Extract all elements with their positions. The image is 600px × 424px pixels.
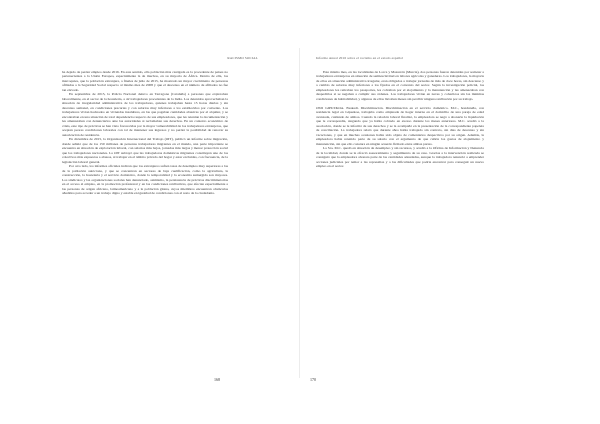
right-page-body	[316, 70, 484, 370]
running-head-left: RACISMO SOCIAL	[227, 56, 258, 60]
right-page	[300, 0, 600, 424]
paragraph: En septiembre de 2015, la Policía Nacional detuvo en Tarragona (Cataluña) a personas que explotaban laboralmente, en el sector de la hostelería, a 42 trabajadores procedentes de la India. Los detenidos aprovechaban la situación de irregularidad administrativa de los trabajadores, quienes trabajaban hasta 15 horas diarias y sin descanso semanal, en condiciones precarias y con salarios muy inferiores a los establecidos por convenio. Los trabajadores vivían hacinados en viviendas insalubres, en las que pagaban cantidades abusivas por el alquiler, y se encontraban en una situación de total dependencia respecto de sus empleadores, que les retenían la documentación y les amenazaban con denunciarlos ante las autoridades si reclamaban sus derechos. En un contexto económico de crisis, este tipo de prácticas se han visto favorecidas por la mayor vulnerabilidad de los trabajadores extranjeros, que aceptan peores condiciones laborales con tal de mantener sus ingresos y no perder la posibilidad de renovar su autorización de residencia.	[62, 92, 228, 137]
running-head-right: Informe Anual 2016 sobre el racismo en el estado español	[316, 56, 404, 60]
page-number-right: 170	[310, 377, 316, 382]
paragraph: ha dejado de perder empleo desde 2016. En este sentido, ella población más castigada es la procedente de países no pertenecientes a la Unión Europea, especialmente la de muchos, en su mayoría de África. Dentro de ella, los marroquíes, que la población extranjera, a finales de julio de 2015, ha mostrado un mayor crecimiento de personas afiliadas a la Seguridad Social respecto al mismo mes de 2008 y que el descenso en el número de afiliados no fue tan elevado.	[62, 70, 228, 92]
paragraph: En diciembre de 2015, la Organización Internacional del Trabajo (OIT), publicó un informe sobre migración, donde señaló que de los 150 millones de personas trabajadoras migrantes en el mundo, una parte importante se encuentra en situación de explotación laboral, con salarios más bajos, jornadas más largas y menor protección social que los trabajadores nacionales. La OIT subrayó que las trabajadoras domésticas migrantes constituyen uno de los colectivos más expuestos a abusos, al trabajar en el ámbito privado del hogar y estar excluidas, con frecuencia, de la legislación laboral general.	[62, 137, 228, 164]
case-report-paragraph: OSD GIPUZKOA. Euskadi. Discriminación. Discriminación en el servicio doméstico. M.C., hondureña, con residencia legal en Gipuzkoa, trabajaba como empleada de hogar interna en el domicilio de una pareja de edad avanzada, cuidando de ambos. Cuando la relación laboral finalizó, la empleadora se negó a abonarle la liquidación que le correspondía, alegando que ya había cobrado en exceso durante los meses anteriores. M.C. acudió a la asociación, donde se le informó de sus derechos y se la acompañó en la presentación de la correspondiente papeleta de conciliación. La trabajadora relató que durante años había trabajado sin contrato, sin días de descanso y sin vacaciones, y que en muchas ocasiones había sido objeto de comentarios despectivos por su origen. Además, la empleadora había retenido parte de su salario con el argumento de que cubría los gastos de alojamiento y manutención, sin que ello constara en ningún acuerdo firmado entre ambas partes.	[316, 105, 484, 146]
left-page-body	[62, 70, 228, 370]
paragraph: Este mismo mes, en las localidades de Lorca y Mazarrón (Murcia), dos personas fueron detenidas por someter a trabajadores extranjeros en situación de semiesclavitud en labores agrícolas y ganaderas. Los trabajadores, la mayoría de ellos en situación administrativa irregular, eran obligados a trabajar jornadas de más de doce horas, sin descanso y a cambio de salarios muy inferiores a los fijados en el convenio del sector. Según la investigación policial, los empleadores les retiraban los pasaportes, les cobraban por el alojamiento y la manutención y les amenazaban con despedirlos si se negaban a cumplir sus órdenes. Los trabajadores vivían en naves y cobertizos sin las mínimas condiciones de habitabilidad, y algunos de ellos llevaban meses sin percibir ninguna retribución por su trabajo.	[316, 70, 484, 101]
page-number-left: 168	[214, 377, 220, 382]
paragraph: La Sra. M.C. quedó en situación de desempleo y sin recursos, y acudió a la Oficina de Información y Denuncia de la localidad, donde se le ofreció asesoramiento y seguimiento de su caso. Gracias a la intervención realizada se consiguió que la empleadora abonara parte de las cantidades adeudadas, aunque la trabajadora renunció a emprender acciones judiciales por temor a las represalias y a las dificultades que podría encontrar para conseguir un nuevo empleo en el sector.	[316, 146, 484, 169]
paragraph: Por otro lado, los informes oficiales indican que los extranjeros sufren tasas de desempleo muy superiores a las de la población autóctona, y que se concentran en sectores de baja cualificación, como la agricultura, la construcción, la hostelería y el servicio doméstico, donde la temporalidad y la economía sumergida son mayores. Los sindicatos y las organizaciones sociales han denunciado, asimismo, la persistencia de prácticas discriminatorias en el acceso al empleo, en la promoción profesional y en las condiciones retributivas, que afectan especialmente a las personas de origen africano, latinoamericano y a la población gitana, cuyos miembros encuentran obstáculos añadidos para acceder a un trabajo digno y estable en igualdad de condiciones con el resto de la ciudadanía.	[62, 164, 228, 196]
